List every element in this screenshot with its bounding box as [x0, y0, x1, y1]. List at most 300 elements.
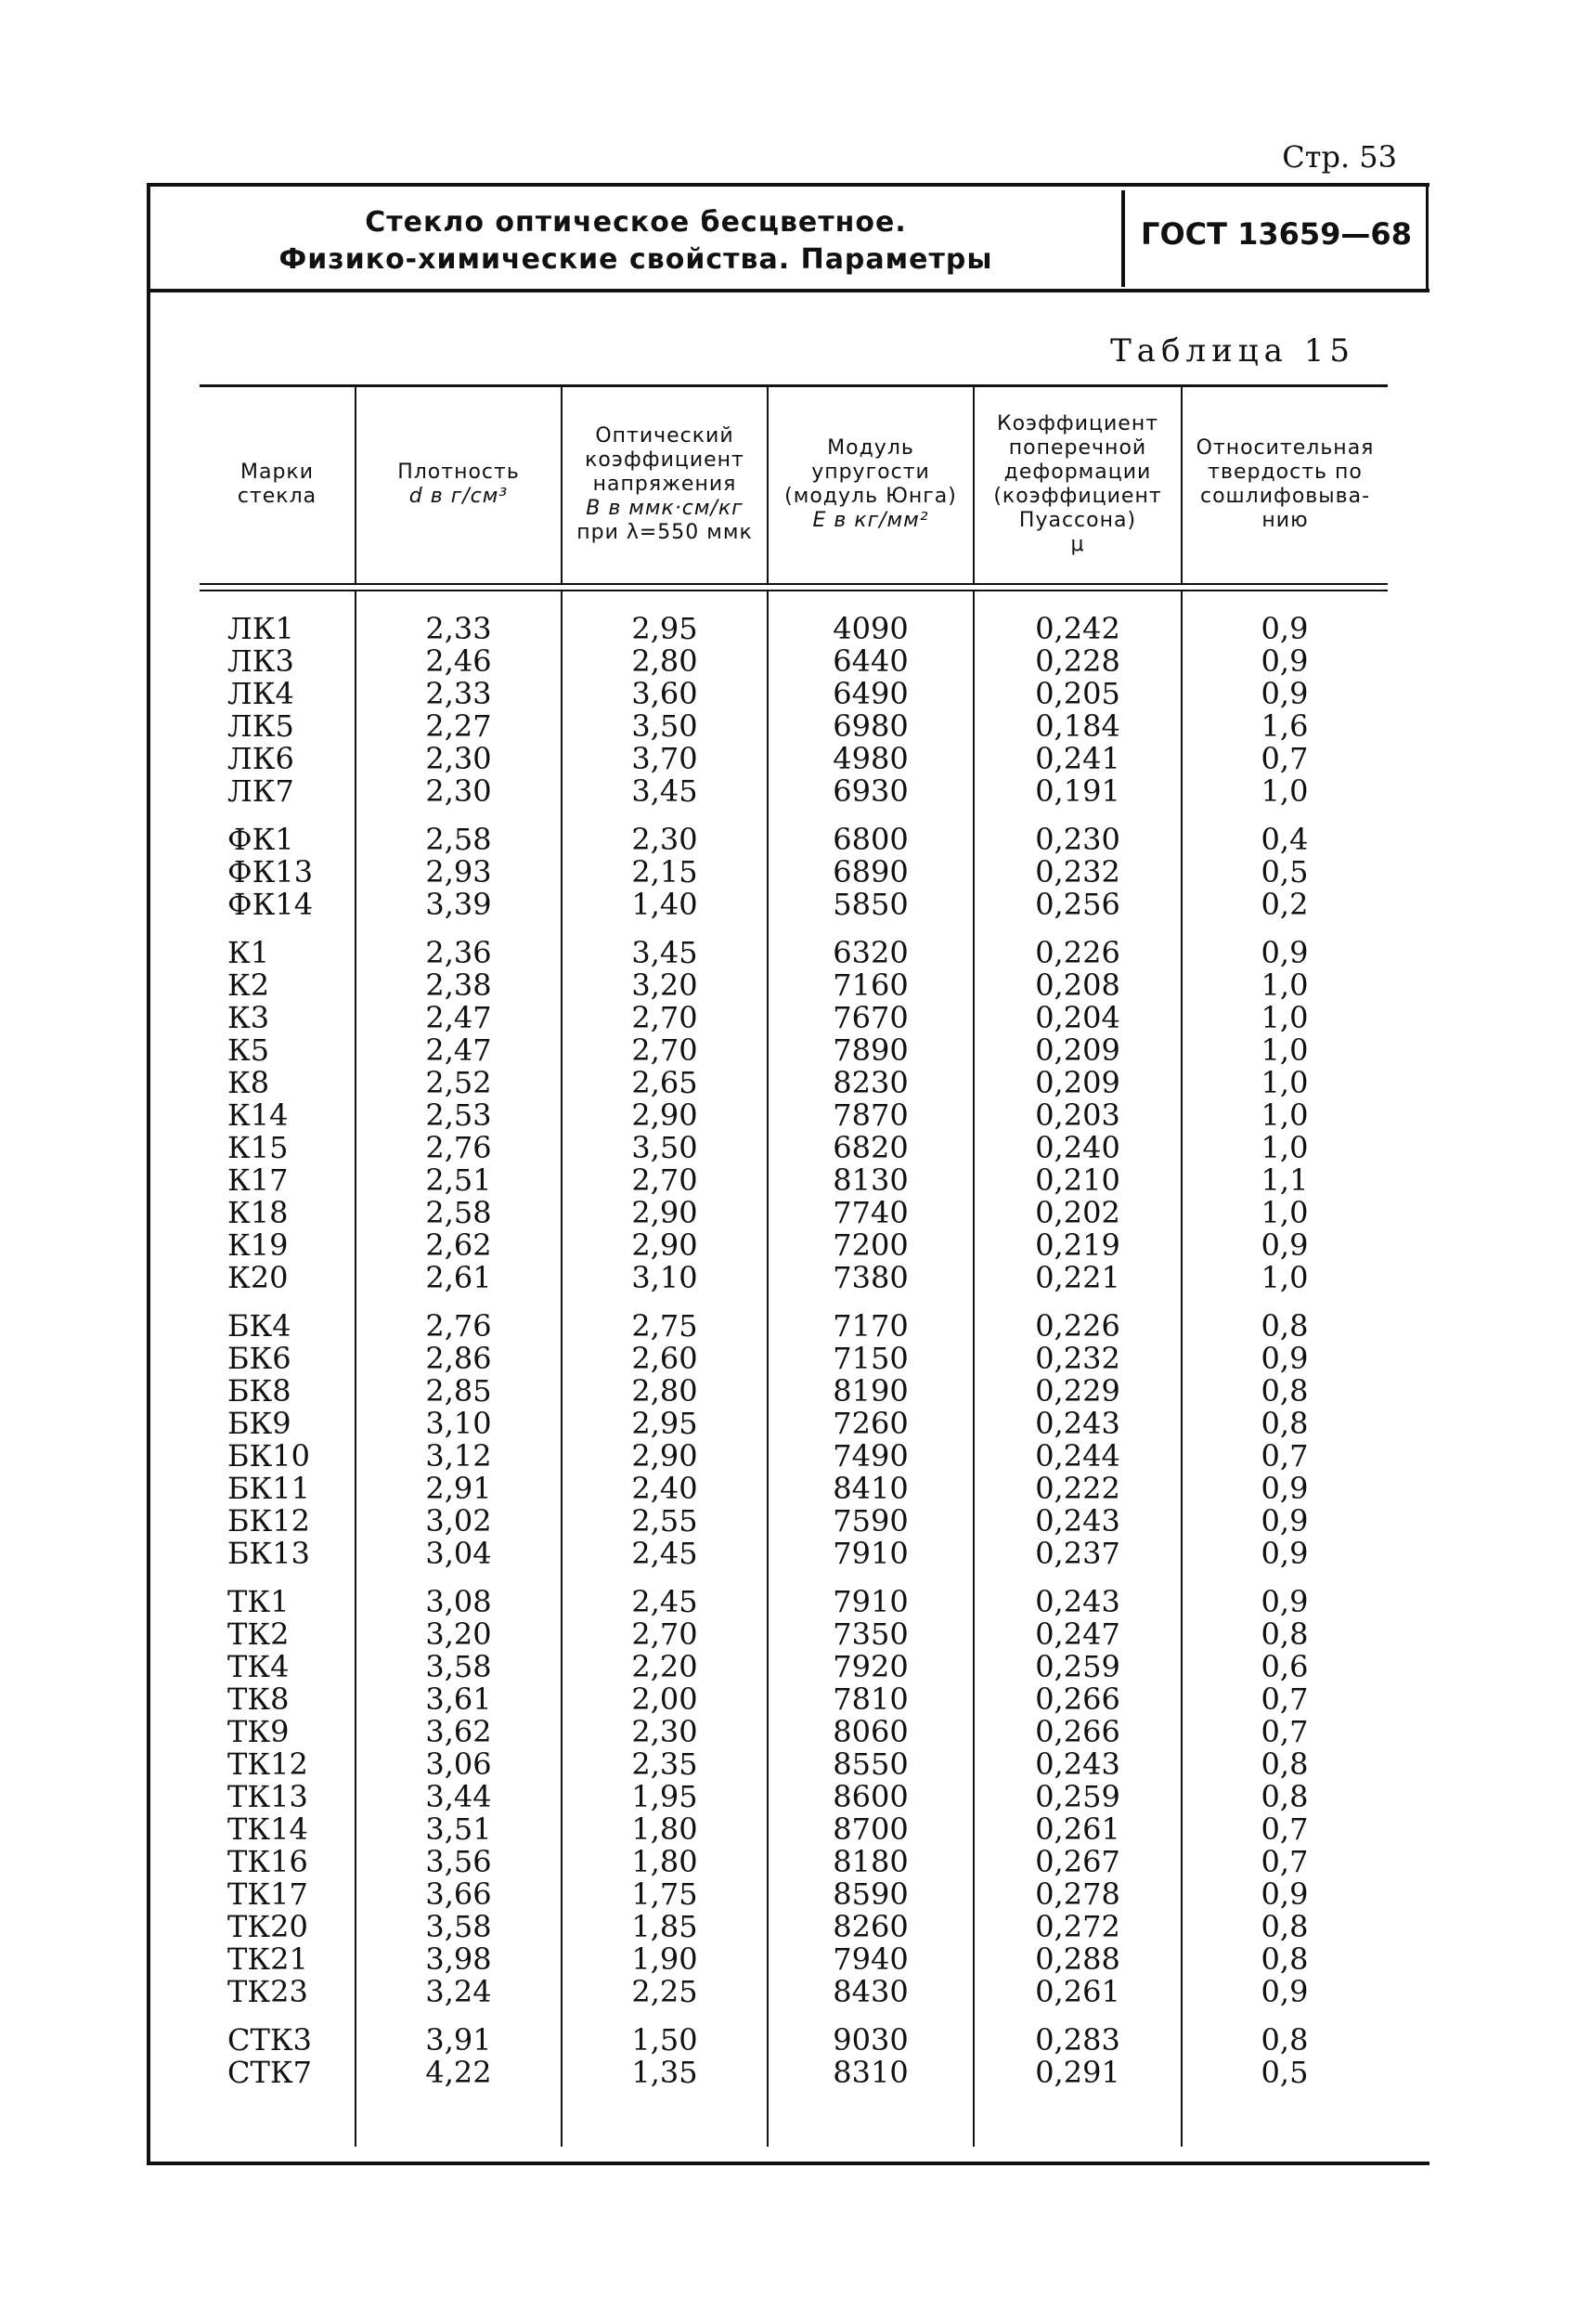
table-row [200, 1002, 1388, 1034]
document-title-line2: Физико-химические свойства. Параметры [278, 243, 993, 276]
table-top-rule [200, 384, 1388, 387]
cell-poisson-ratio: 0,278 [1035, 1876, 1120, 1912]
cell-poisson-ratio: 0,204 [1035, 1000, 1120, 1035]
cell-stress-coefficient: 2,90 [631, 1195, 698, 1230]
cell-grade: БК11 [227, 1471, 310, 1506]
cell-hardness: 1,1 [1261, 1162, 1309, 1198]
standard-number: ГОСТ 13659—68 [1141, 216, 1412, 252]
table-row [200, 1976, 1388, 2008]
glass-group [200, 937, 1388, 1294]
cell-poisson-ratio: 0,191 [1035, 773, 1120, 809]
cell-density: 3,10 [425, 1406, 492, 1441]
cell-young-modulus: 7260 [833, 1406, 909, 1441]
cell-poisson-ratio: 0,228 [1035, 643, 1120, 679]
cell-hardness: 0,7 [1261, 1681, 1309, 1717]
table-row [200, 937, 1388, 969]
cell-hardness: 0,5 [1261, 854, 1309, 889]
cell-young-modulus: 6890 [833, 854, 909, 889]
header-line: упругости [811, 461, 930, 484]
cell-grade: ТК20 [227, 1909, 308, 1944]
table-header-rule [200, 583, 1388, 585]
cell-density: 2,36 [425, 935, 492, 970]
cell-poisson-ratio: 0,291 [1035, 2055, 1120, 2090]
cell-poisson-ratio: 0,272 [1035, 1909, 1120, 1944]
header-relative-hardness [1183, 388, 1388, 581]
header-glass-grade [200, 388, 355, 581]
table-row [200, 1067, 1388, 1099]
cell-density: 2,46 [425, 643, 492, 679]
cell-grade: ЛК7 [227, 773, 294, 809]
cell-density: 3,61 [425, 1681, 492, 1717]
document-title [158, 204, 1114, 279]
table-caption: Таблица 15 [1110, 332, 1355, 370]
cell-hardness: 0,9 [1261, 676, 1309, 711]
cell-hardness: 0,6 [1261, 1649, 1309, 1684]
cell-poisson-ratio: 0,242 [1035, 611, 1120, 646]
cell-hardness: 0,8 [1261, 1746, 1309, 1782]
cell-stress-coefficient: 2,35 [631, 1746, 698, 1782]
header-line: (модуль Юнга) [784, 485, 957, 508]
cell-hardness: 1,0 [1261, 1130, 1309, 1165]
header-line: Марки [239, 461, 314, 484]
table-row [200, 775, 1388, 808]
cell-hardness: 0,8 [1261, 1308, 1309, 1344]
cell-stress-coefficient: 2,90 [631, 1097, 698, 1133]
cell-density: 3,06 [425, 1746, 492, 1782]
cell-stress-coefficient: 3,45 [631, 935, 698, 970]
cell-density: 3,39 [425, 887, 492, 922]
cell-young-modulus: 8590 [833, 1876, 909, 1912]
cell-density: 2,52 [425, 1065, 492, 1100]
cell-stress-coefficient: 2,45 [631, 1536, 698, 1571]
cell-poisson-ratio: 0,202 [1035, 1195, 1120, 1230]
cell-stress-coefficient: 2,20 [631, 1649, 698, 1684]
cell-poisson-ratio: 0,209 [1035, 1065, 1120, 1100]
table-row [200, 1878, 1388, 1911]
cell-young-modulus: 8700 [833, 1811, 909, 1847]
cell-hardness: 1,0 [1261, 967, 1309, 1003]
cell-density: 3,66 [425, 1876, 492, 1912]
cell-poisson-ratio: 0,240 [1035, 1130, 1120, 1165]
table-row [200, 1099, 1388, 1132]
cell-poisson-ratio: 0,267 [1035, 1844, 1120, 1879]
cell-stress-coefficient: 3,20 [631, 967, 698, 1003]
cell-stress-coefficient: 2,95 [631, 1406, 698, 1441]
header-poisson-ratio [975, 388, 1181, 581]
cell-stress-coefficient: 1,50 [631, 2022, 698, 2058]
cell-grade: К1 [227, 935, 270, 970]
cell-hardness: 0,4 [1261, 822, 1309, 857]
cell-young-modulus: 4980 [833, 741, 909, 776]
cell-grade: К8 [227, 1065, 270, 1100]
cell-hardness: 1,0 [1261, 773, 1309, 809]
document-title-line1: Стекло оптическое бесцветное. [365, 206, 907, 239]
header-line: μ [1070, 533, 1085, 556]
glass-group [200, 613, 1388, 808]
header-line: твердость по [1208, 461, 1363, 484]
cell-stress-coefficient: 3,50 [631, 1130, 698, 1165]
cell-stress-coefficient: 2,30 [631, 1714, 698, 1749]
cell-stress-coefficient: 3,50 [631, 708, 698, 744]
table-row [200, 1034, 1388, 1067]
table-row [200, 1651, 1388, 1683]
table-row [200, 1408, 1388, 1440]
glass-group [200, 1310, 1388, 1570]
cell-grade: К15 [227, 1130, 289, 1165]
cell-grade: К19 [227, 1227, 289, 1263]
cell-stress-coefficient: 1,80 [631, 1811, 698, 1847]
header-line: поперечной [1008, 436, 1147, 460]
header-line: Модуль [827, 436, 914, 460]
cell-hardness: 1,6 [1261, 708, 1309, 744]
cell-young-modulus: 8190 [833, 1373, 909, 1409]
cell-density: 3,91 [425, 2022, 492, 2058]
header-line: В в ммк·см/кг [586, 497, 744, 520]
cell-stress-coefficient: 2,45 [631, 1584, 698, 1619]
cell-stress-coefficient: 2,55 [631, 1503, 698, 1539]
cell-grade: ТК1 [227, 1584, 290, 1619]
cell-stress-coefficient: 2,30 [631, 822, 698, 857]
cell-stress-coefficient: 1,75 [631, 1876, 698, 1912]
cell-density: 3,02 [425, 1503, 492, 1539]
cell-density: 2,51 [425, 1162, 492, 1198]
header-frame-top [147, 183, 1429, 187]
cell-hardness: 1,0 [1261, 1097, 1309, 1133]
cell-stress-coefficient: 2,95 [631, 611, 698, 646]
cell-stress-coefficient: 1,80 [631, 1844, 698, 1879]
table-row [200, 1473, 1388, 1505]
cell-hardness: 0,8 [1261, 1941, 1309, 1977]
cell-grade: БК9 [227, 1406, 291, 1441]
table-body [200, 613, 1388, 2105]
cell-poisson-ratio: 0,208 [1035, 967, 1120, 1003]
cell-stress-coefficient: 2,40 [631, 1471, 698, 1506]
cell-density: 3,98 [425, 1941, 492, 1977]
header-line: коэффициент [585, 448, 744, 472]
cell-poisson-ratio: 0,184 [1035, 708, 1120, 744]
cell-poisson-ratio: 0,226 [1035, 935, 1120, 970]
cell-poisson-ratio: 0,243 [1035, 1503, 1120, 1539]
cell-density: 2,30 [425, 773, 492, 809]
cell-hardness: 0,7 [1261, 1438, 1309, 1474]
cell-young-modulus: 7350 [833, 1616, 909, 1652]
cell-poisson-ratio: 0,247 [1035, 1616, 1120, 1652]
cell-poisson-ratio: 0,226 [1035, 1308, 1120, 1344]
cell-stress-coefficient: 1,85 [631, 1909, 698, 1944]
cell-stress-coefficient: 2,75 [631, 1308, 698, 1344]
cell-density: 3,20 [425, 1616, 492, 1652]
table-row [200, 1748, 1388, 1781]
cell-grade: ТК21 [227, 1941, 308, 1977]
cell-poisson-ratio: 0,243 [1035, 1746, 1120, 1782]
cell-density: 3,12 [425, 1438, 492, 1474]
cell-density: 2,62 [425, 1227, 492, 1263]
cell-stress-coefficient: 2,80 [631, 1373, 698, 1409]
cell-stress-coefficient: 3,70 [631, 741, 698, 776]
header-frame-bottom [147, 289, 1429, 292]
cell-density: 2,76 [425, 1130, 492, 1165]
cell-density: 2,85 [425, 1373, 492, 1409]
table-row [200, 1846, 1388, 1878]
cell-grade: БК8 [227, 1373, 291, 1409]
cell-young-modulus: 7150 [833, 1341, 909, 1376]
cell-stress-coefficient: 2,70 [631, 1616, 698, 1652]
cell-young-modulus: 6440 [833, 643, 909, 679]
cell-young-modulus: 7810 [833, 1681, 909, 1717]
cell-stress-coefficient: 3,45 [631, 773, 698, 809]
cell-stress-coefficient: 2,00 [631, 1681, 698, 1717]
cell-density: 3,08 [425, 1584, 492, 1619]
cell-young-modulus: 7160 [833, 967, 909, 1003]
cell-young-modulus: 7910 [833, 1536, 909, 1571]
cell-stress-coefficient: 2,70 [631, 1032, 698, 1068]
header-line: деформации [1003, 461, 1152, 484]
cell-young-modulus: 8130 [833, 1162, 909, 1198]
table-row [200, 1197, 1388, 1229]
cell-poisson-ratio: 0,219 [1035, 1227, 1120, 1263]
cell-poisson-ratio: 0,221 [1035, 1260, 1120, 1295]
cell-young-modulus: 8180 [833, 1844, 909, 1879]
cell-density: 3,51 [425, 1811, 492, 1847]
frame-left-border [147, 183, 150, 2165]
cell-poisson-ratio: 0,243 [1035, 1584, 1120, 1619]
cell-young-modulus: 7740 [833, 1195, 909, 1230]
table-row [200, 743, 1388, 775]
cell-stress-coefficient: 2,15 [631, 854, 698, 889]
header-line: при λ=550 ммк [576, 521, 753, 544]
cell-young-modulus: 8260 [833, 1909, 909, 1944]
cell-hardness: 1,0 [1261, 1195, 1309, 1230]
header-line: d в г/см³ [408, 485, 509, 508]
cell-poisson-ratio: 0,229 [1035, 1373, 1120, 1409]
cell-grade: ФК1 [227, 822, 294, 857]
table-row [200, 1911, 1388, 1943]
cell-young-modulus: 8230 [833, 1065, 909, 1100]
cell-hardness: 0,8 [1261, 1373, 1309, 1409]
cell-grade: ЛК3 [227, 643, 294, 679]
table-row [200, 2057, 1388, 2089]
cell-poisson-ratio: 0,244 [1035, 1438, 1120, 1474]
cell-hardness: 0,9 [1261, 1876, 1309, 1912]
cell-hardness: 0,9 [1261, 1974, 1309, 2009]
table-row [200, 1310, 1388, 1343]
table-row [200, 969, 1388, 1002]
cell-grade: ФК13 [227, 854, 314, 889]
cell-density: 2,27 [425, 708, 492, 744]
table-row [200, 824, 1388, 856]
table-row [200, 1505, 1388, 1538]
cell-young-modulus: 7590 [833, 1503, 909, 1539]
header-line: напряжения [592, 473, 737, 496]
cell-grade: ФК14 [227, 887, 314, 922]
cell-poisson-ratio: 0,222 [1035, 1471, 1120, 1506]
page-number: Стр. 53 [1282, 139, 1397, 175]
cell-poisson-ratio: 0,241 [1035, 741, 1120, 776]
cell-grade: К5 [227, 1032, 270, 1068]
cell-hardness: 0,5 [1261, 2055, 1309, 2090]
cell-stress-coefficient: 3,60 [631, 676, 698, 711]
cell-young-modulus: 6820 [833, 1130, 909, 1165]
cell-hardness: 0,2 [1261, 887, 1309, 922]
cell-young-modulus: 6490 [833, 676, 909, 711]
table-row [200, 1781, 1388, 1813]
cell-young-modulus: 7380 [833, 1260, 909, 1295]
table-row [200, 1229, 1388, 1262]
cell-young-modulus: 7920 [833, 1649, 909, 1684]
cell-grade: ТК4 [227, 1649, 290, 1684]
table-row [200, 1538, 1388, 1570]
header-line: Плотность [397, 461, 520, 484]
cell-grade: ТК12 [227, 1746, 308, 1782]
cell-poisson-ratio: 0,261 [1035, 1811, 1120, 1847]
cell-density: 2,53 [425, 1097, 492, 1133]
cell-hardness: 0,9 [1261, 1536, 1309, 1571]
header-density [356, 388, 561, 581]
cell-density: 2,30 [425, 741, 492, 776]
cell-hardness: 1,0 [1261, 1260, 1309, 1295]
cell-hardness: 1,0 [1261, 1000, 1309, 1035]
cell-density: 3,44 [425, 1779, 492, 1814]
cell-grade: ЛК1 [227, 611, 294, 646]
header-line: Пуассона) [1018, 509, 1137, 532]
header-line: стекла [237, 485, 317, 508]
table-row [200, 1716, 1388, 1748]
glass-group [200, 1586, 1388, 2008]
header-line: Е в кг/мм² [812, 509, 929, 532]
cell-density: 4,22 [425, 2055, 492, 2090]
cell-density: 2,76 [425, 1308, 492, 1344]
table-row [200, 1164, 1388, 1197]
cell-stress-coefficient: 1,35 [631, 2055, 698, 2090]
cell-hardness: 0,7 [1261, 1844, 1309, 1879]
cell-grade: ТК8 [227, 1681, 290, 1717]
cell-density: 2,47 [425, 1032, 492, 1068]
cell-grade: ТК2 [227, 1616, 290, 1652]
cell-poisson-ratio: 0,209 [1035, 1032, 1120, 1068]
header-line: Коэффициент [996, 412, 1159, 435]
table-header-rule-2 [200, 590, 1388, 591]
header-line: Относительная [1196, 436, 1375, 460]
cell-young-modulus: 7170 [833, 1308, 909, 1344]
cell-density: 2,47 [425, 1000, 492, 1035]
cell-poisson-ratio: 0,266 [1035, 1714, 1120, 1749]
cell-grade: СТК3 [227, 2022, 312, 2058]
cell-young-modulus: 7870 [833, 1097, 909, 1133]
cell-poisson-ratio: 0,261 [1035, 1974, 1120, 2009]
cell-hardness: 0,8 [1261, 1779, 1309, 1814]
cell-density: 2,38 [425, 967, 492, 1003]
table-row [200, 710, 1388, 743]
cell-grade: К20 [227, 1260, 289, 1295]
cell-poisson-ratio: 0,283 [1035, 2022, 1120, 2058]
cell-grade: ТК9 [227, 1714, 290, 1749]
table-row [200, 613, 1388, 645]
cell-grade: ТК23 [227, 1974, 308, 2009]
cell-hardness: 0,7 [1261, 1714, 1309, 1749]
cell-hardness: 0,9 [1261, 935, 1309, 970]
cell-density: 3,04 [425, 1536, 492, 1571]
header-line: Оптический [595, 424, 734, 448]
glass-group [200, 2024, 1388, 2089]
cell-grade: К18 [227, 1195, 289, 1230]
cell-young-modulus: 7490 [833, 1438, 909, 1474]
cell-hardness: 0,9 [1261, 1227, 1309, 1263]
cell-young-modulus: 9030 [833, 2022, 909, 2058]
table-row [200, 1618, 1388, 1651]
cell-stress-coefficient: 2,70 [631, 1162, 698, 1198]
cell-density: 2,61 [425, 1260, 492, 1295]
table-row [200, 1813, 1388, 1846]
cell-hardness: 0,7 [1261, 1811, 1309, 1847]
cell-density: 2,33 [425, 611, 492, 646]
table-row [200, 889, 1388, 921]
cell-grade: ТК14 [227, 1811, 308, 1847]
cell-young-modulus: 8430 [833, 1974, 909, 2009]
table-row [200, 1262, 1388, 1294]
cell-stress-coefficient: 2,70 [631, 1000, 698, 1035]
cell-grade: ЛК5 [227, 708, 294, 744]
header-line: (коэффициент [993, 485, 1162, 508]
cell-stress-coefficient: 2,90 [631, 1227, 698, 1263]
cell-stress-coefficient: 2,80 [631, 643, 698, 679]
cell-young-modulus: 4090 [833, 611, 909, 646]
header-line: сошлифовыва- [1199, 485, 1371, 508]
cell-young-modulus: 8550 [833, 1746, 909, 1782]
cell-young-modulus: 7200 [833, 1227, 909, 1263]
cell-poisson-ratio: 0,210 [1035, 1162, 1120, 1198]
cell-young-modulus: 7890 [833, 1032, 909, 1068]
cell-young-modulus: 6320 [833, 935, 909, 970]
cell-grade: К17 [227, 1162, 289, 1198]
cell-hardness: 1,0 [1261, 1065, 1309, 1100]
cell-hardness: 0,8 [1261, 2022, 1309, 2058]
cell-grade: БК13 [227, 1536, 310, 1571]
table-row [200, 1440, 1388, 1473]
cell-hardness: 0,9 [1261, 1341, 1309, 1376]
cell-young-modulus: 6930 [833, 773, 909, 809]
cell-poisson-ratio: 0,205 [1035, 676, 1120, 711]
cell-stress-coefficient: 1,40 [631, 887, 698, 922]
cell-grade: К14 [227, 1097, 289, 1133]
header-young-modulus [769, 388, 973, 581]
cell-young-modulus: 8410 [833, 1471, 909, 1506]
cell-poisson-ratio: 0,232 [1035, 1341, 1120, 1376]
cell-stress-coefficient: 2,90 [631, 1438, 698, 1474]
cell-poisson-ratio: 0,237 [1035, 1536, 1120, 1571]
cell-poisson-ratio: 0,259 [1035, 1779, 1120, 1814]
table-row [200, 645, 1388, 678]
table-row [200, 2024, 1388, 2057]
cell-young-modulus: 5850 [833, 887, 909, 922]
cell-density: 3,56 [425, 1844, 492, 1879]
cell-young-modulus: 6800 [833, 822, 909, 857]
cell-density: 2,33 [425, 676, 492, 711]
cell-grade: ТК16 [227, 1844, 308, 1879]
glass-group [200, 824, 1388, 921]
cell-hardness: 0,9 [1261, 643, 1309, 679]
cell-density: 2,93 [425, 854, 492, 889]
cell-density: 2,91 [425, 1471, 492, 1506]
header-stress-coefficient [563, 388, 767, 581]
cell-density: 2,58 [425, 822, 492, 857]
cell-hardness: 0,8 [1261, 1909, 1309, 1944]
cell-density: 3,58 [425, 1909, 492, 1944]
cell-hardness: 0,9 [1261, 1584, 1309, 1619]
cell-poisson-ratio: 0,288 [1035, 1941, 1120, 1977]
table-row [200, 678, 1388, 710]
cell-young-modulus: 6980 [833, 708, 909, 744]
table-row [200, 1375, 1388, 1408]
